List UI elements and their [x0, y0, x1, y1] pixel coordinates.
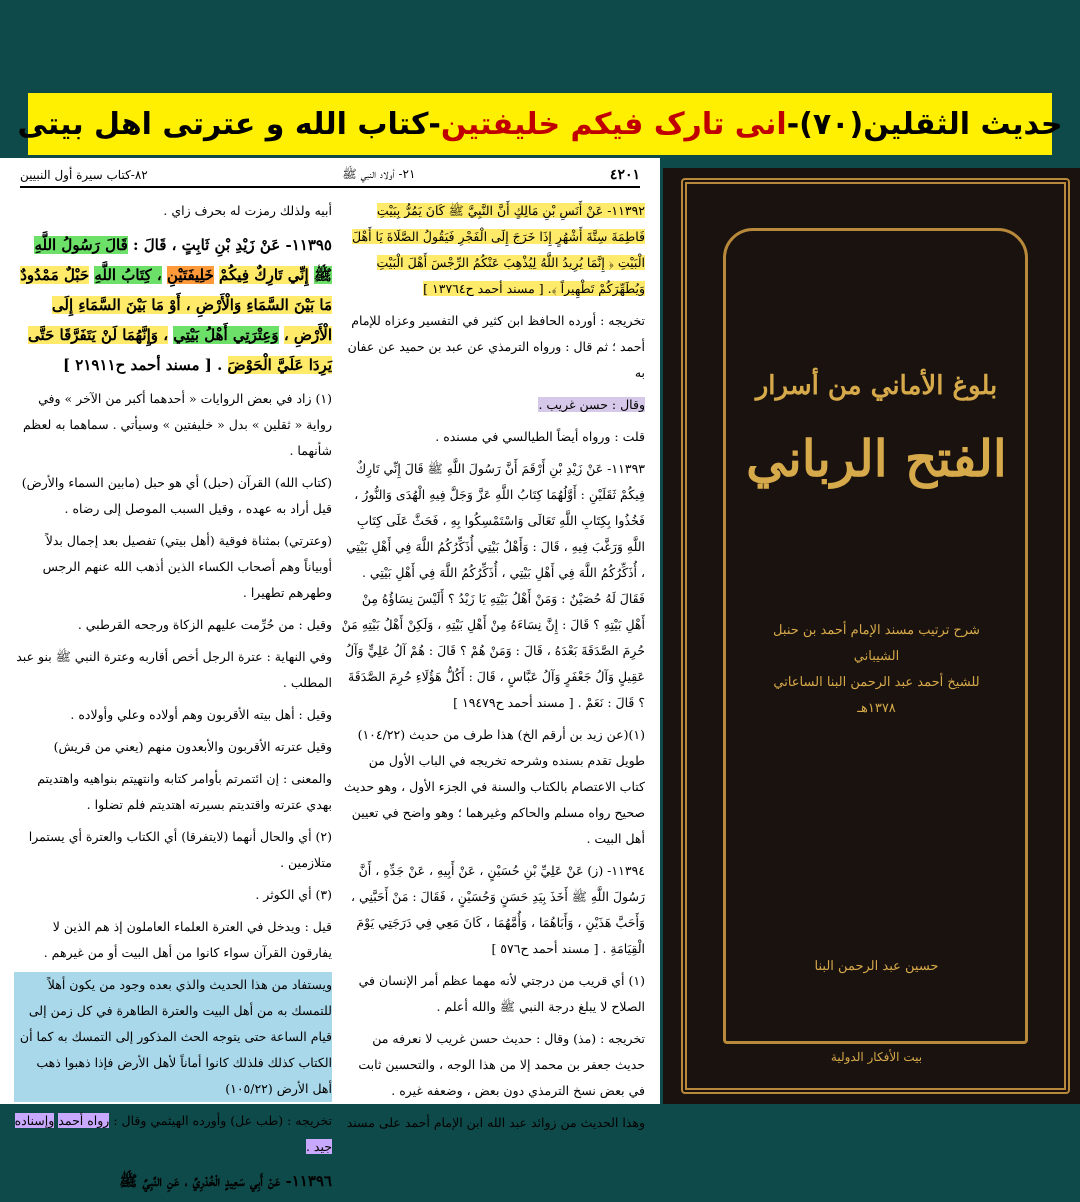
right-paragraph-text: وهذا الحديث من زوائد عبد الله ابن الإمام أحمد على مسند: [346, 1115, 645, 1130]
takhrij-text: تخريجه : (طب عل) وأورده الهيثمي وقال :: [113, 1113, 332, 1128]
prophet-said: قَالَ رَسُولُ اللَّهِ ﷺ: [34, 236, 332, 284]
cover-subtitle-text: شرح ترتيب مسند الإمام أحمد بن حنبل الشيباني: [773, 623, 980, 664]
book-cover: [663, 168, 1080, 1104]
cover-title-top: بلوغ الأماني من أسرار: [755, 371, 998, 401]
itrati-highlight: وَعِتْرَتِي أَهْلُ بَيْتِي: [173, 326, 279, 344]
blue-highlight-paragraph: ويستفاد من هذا الحديث والذي بعده وجود من يكون أهلاً للتمسك به من أهل البيت والعترة الطاهرة في كل زمن إلى قيام الساعة حتى يتوجه الحث المذكور إلى التمسك به كما أن الكتاب كذلك فلذلك كانوا أماناً لأهل الأرض فإذا ذهبوا ذهب أهل الأرض (١٠٥/٢٢): [14, 972, 332, 1102]
khalifatayn-highlight: خَلِيفَتَيْنِ: [166, 266, 214, 284]
right-paragraph-text: وقال : حسن غريب .: [538, 397, 645, 412]
isnad-jayyid: وإسناده جيد .: [14, 1113, 332, 1154]
footnote: والمعنى : إن ائتمرتم بأوامر كتابه وانتهيتم بنواهيه واهتديتم بهدي عترته واقتديتم بسيرته اهتديتم فلم تضلوا .: [37, 771, 332, 812]
right-paragraph: [340, 968, 645, 1020]
right-paragraph-text: (١) أي قريب من درجتي لأنه مهما عظم أمر الإنسان في الصلاح لا يبلغ درجة النبي ﷺ والله أعلم .: [358, 973, 645, 1014]
footnote: وقيل : من حُرِّمت عليهم الزكاة ورجحه القرطبي .: [77, 617, 332, 632]
footnote: (وعترتي) بمثناة فوقية (أهل بيتي) تفصيل بعد إجمال بدلاً أوبياناً وهم أصحاب الكساء الذين أذهب الله عنهم الرجس وطهرهم تطهيرا .: [42, 533, 332, 600]
banner-part-3: -کتاب الله و عترتی اهل بیتی: [17, 106, 441, 142]
footnote: قيل : ويدخل في العترة العلماء العاملون إذ هم الذين لا يفارقون القرآن سواء كانوا من أهل البيت أو من غيرهم .: [43, 919, 332, 960]
footnote: وقيل عترته الأقربون والأبعدون منهم (يعني من قريش): [53, 739, 332, 754]
right-paragraph: [340, 1026, 645, 1104]
takhrij: [14, 1108, 332, 1160]
cover-year: ١٣٧٨هـ: [857, 701, 896, 716]
right-paragraph-text: ١١٣٩٤- (ز) عَنْ عَلِيِّ بْنِ حُسَيْنٍ ، عَنْ أَبِيهِ ، عَنْ جَدِّهِ ، أَنَّ رَسُولَ اللَّهِ ﷺ أَخَذَ بِيَدِ حَسَنٍ وَحُسَيْنٍ ، فَقَالَ : مَنْ أَحَبَّنِي ، وَأَحَبَّ هَذَيْنِ ، وَأَبَاهُمَا ، وَأُمَّهُمَا ، كَانَ مَعِي فِي دَرَجَتِي يَوْمَ الْقِيَامَةِ . [ مسند أحمد ح٥٧٦ ]: [351, 863, 645, 956]
cover-publisher: بيت الأفكار الدولية: [830, 1050, 923, 1064]
right-column: [340, 198, 645, 1142]
book-page-scan: [0, 158, 660, 1190]
hadith-11395: [14, 230, 332, 380]
book-section-title: ٨٢-كتاب سيرة أول النبيين: [20, 168, 148, 182]
hadith-text-c: ، وَإِنَّهُمَا لَنْ يَتَفَرَّقَا حَتَّى يَرِدَا عَلَيَّ الْحَوْضَ: [27, 326, 332, 374]
right-paragraph: [340, 308, 645, 386]
chapter-title: ٢١- أولاد النبي ﷺ: [342, 166, 416, 181]
right-paragraph: [340, 198, 645, 302]
hadith-11395-chain: ١١٣٩٥- عَنْ زَيْدِ بْنِ ثَابِتٍ ، قَالَ :: [133, 236, 332, 254]
right-paragraph: [340, 424, 645, 450]
right-paragraph: [340, 456, 645, 716]
hadith-11395-ref: . [ مسند أحمد ح٢١٩١١ ]: [62, 356, 223, 374]
footnote: (٣) أي الكوثر .: [255, 887, 332, 902]
left-column: [14, 198, 332, 1202]
cover-title-main: الفتح الرباني: [746, 429, 1007, 488]
footnotes: [14, 386, 332, 966]
right-paragraph-text: تخريجه : (مذ) وقال : حديث حسن غريب لا نعرفه من حديث جعفر بن محمد إلا من هذا الوجه ، والتحسين ثابت في بعض نسخ الترمذي دون بعض ، وضعفه غيره .: [358, 1031, 645, 1098]
right-paragraph-text: (١)(عن زيد بن أرقم الخ) هذا طرف من حديث (١٠٤/٢٢) طويل تقدم بسنده وشرحه تخريجه في الباب الأول من كتاب الاعتصام بالكتاب والسنة في الجزء الأول ، وهو حديث صحيح رواه مسلم والحاكم وغيرهما ؛ وهو واضح في تعيين أهل البيت .: [344, 727, 645, 846]
footnote: (١) زاد في بعض الروايات « أحدهما أكبر من الآخر » وفي رواية « ثقلين » بدل « خليفتين » وسيأتي . سماهما به لعظم شأنهما .: [22, 391, 332, 458]
right-paragraph: [340, 722, 645, 852]
kitab-allah-highlight: ، كِتَابُ اللَّهِ: [94, 266, 162, 284]
page-number: ٤٢٠١: [609, 167, 640, 183]
hadith-text-a: إِنِّي تَارِكٌ فِيكُمْ: [219, 266, 309, 284]
right-paragraph: [340, 858, 645, 962]
right-paragraph-text: ١١٣٩٢- عَنْ أَنَسِ بْنِ مَالِكٍ أَنَّ النَّبِيَّ ﷺ كَانَ يَمُرُّ بِبَيْتِ فَاطِمَةَ سِتَّةَ أَشْهُرٍ إِذَا خَرَجَ إِلَى الْفَجْرِ فَيَقُولُ الصَّلَاةَ يَا أَهْلَ الْبَيْتِ ﴿ إِنَّمَا يُرِيدُ اللَّهُ لِيُذْهِبَ عَنْكُمُ الرِّجْسَ أَهْلَ الْبَيْتِ وَيُطَهِّرَكُمْ تَطْهِيراً ﴾. [ مسند أحمد ح١٣٧٦٤ ]: [352, 203, 645, 296]
footnote: وفي النهاية : عترة الرجل أخص أقاربه وعترة النبي ﷺ بنو عبد المطلب .: [16, 649, 332, 690]
right-paragraph-text: ١١٣٩٣- عَنْ زَيْدِ بْنِ أَرْقَمَ أَنَّ رَسُولَ اللَّهِ ﷺ قَالَ إِنِّي تَارِكٌ فِيكُمْ ثَقَلَيْنِ : أَوَّلُهُمَا كِتَابُ اللَّهِ عَزَّ وَجَلَّ فِيهِ الْهُدَى وَالنُّورُ ، فَخُذُوا بِكِتَابِ اللَّهِ تَعَالَى وَاسْتَمْسِكُوا بِهِ ، فَحَثَّ عَلَى كِتَابِ اللَّهِ وَرَغَّبَ فِيهِ ، قَالَ : وَأَهْلُ بَيْتِي أُذَكِّرُكُمُ اللَّهَ فِي أَهْلِ بَيْتِي ، أُذَكِّرُكُمُ اللَّهَ فِي أَهْلِ بَيْتِي ، أُذَكِّرُكُمُ اللَّهَ فِي أَهْلِ بَيْتِي . فَقَالَ لَهُ حُصَيْنٌ : وَمَنْ أَهْلُ بَيْتِهِ يَا زَيْدُ ؟ أَلَيْسَ نِسَاؤُهُ مِنْ أَهْلِ بَيْتِهِ ؟ قَالَ : إِنَّ نِسَاءَهُ مِنْ أَهْلِ بَيْتِهِ ، وَلَكِنْ أَهْلُ بَيْتِهِ مَنْ حُرِمَ الصَّدَقَةَ بَعْدَهُ ، قَالَ : وَمَنْ هُمْ ؟ قَالَ : هُمْ آلُ عَلِيٍّ وَآلُ عَقِيلٍ وَآلُ جَعْفَرٍ وَآلُ عَبَّاسٍ ، قَالَ : أَكُلُّ هَؤُلَاءِ حُرِمَ الصَّدَقَةَ ؟ قَالَ : نَعَمْ . [ مسند أحمد ح١٩٤٧٩ ]: [341, 461, 645, 710]
right-paragraph-text: قلت : ورواه أيضاً الطيالسي في مسنده .: [435, 429, 645, 444]
page-header: [20, 164, 640, 188]
cover-subtitle: [753, 618, 1000, 722]
hadith-11396: ١١٣٩٦- عَنْ أَبِي سَعِيدٍ الْخُدْرِيِّ ، عَنِ النَّبِيِّ ﷺ: [119, 1172, 332, 1190]
cover-editor: حسين عبد الرحمن البنا: [814, 959, 939, 974]
title-banner: [17, 93, 1063, 155]
rawahu-ahmad: رواه أحمد: [58, 1113, 110, 1128]
cover-author: للشيخ أحمد عبد الرحمن البنا الساعاتي: [773, 675, 980, 690]
footnote: (٢) أي والحال أنهما (لايتفرقا) أي الكتاب والعترة أي يستمرا متلازمين .: [28, 829, 332, 870]
banner-part-2: انی تارک فیکم خلیفتین: [440, 106, 787, 142]
right-paragraph: [340, 1110, 645, 1136]
banner-part-1: حديث الثقلين(٧٠)-: [786, 106, 1063, 142]
hadith-text-b: حَبْلٌ مَمْدُودٌ مَا بَيْنَ السَّمَاءِ وَالْأَرْضِ ، أَوْ مَا بَيْنَ السَّمَاءِ إِلَى الْأَرْضِ ،: [20, 266, 332, 344]
right-paragraph-text: تخريجه : أورده الحافظ ابن كثير في التفسير وعزاه للإمام أحمد ؛ ثم قال : ورواه الترمذي عن عبد بن حميد عن عفان به: [347, 313, 645, 380]
right-paragraph: [340, 392, 645, 418]
cover-title: [743, 358, 1010, 504]
footnote: (كتاب الله) القرآن (حبل) أي هو حبل (مابين السماء والأرض) قيل أراد به عهده ، وقيل السبب الموصل إلى رضاه .: [21, 475, 332, 516]
footnote: وقيل : أهل بيته الأقربون وهم أولاده وعلي وأولاده .: [70, 707, 332, 722]
intro-line: أبيه ولذلك رمزت له بحرف زاي .: [163, 203, 332, 218]
